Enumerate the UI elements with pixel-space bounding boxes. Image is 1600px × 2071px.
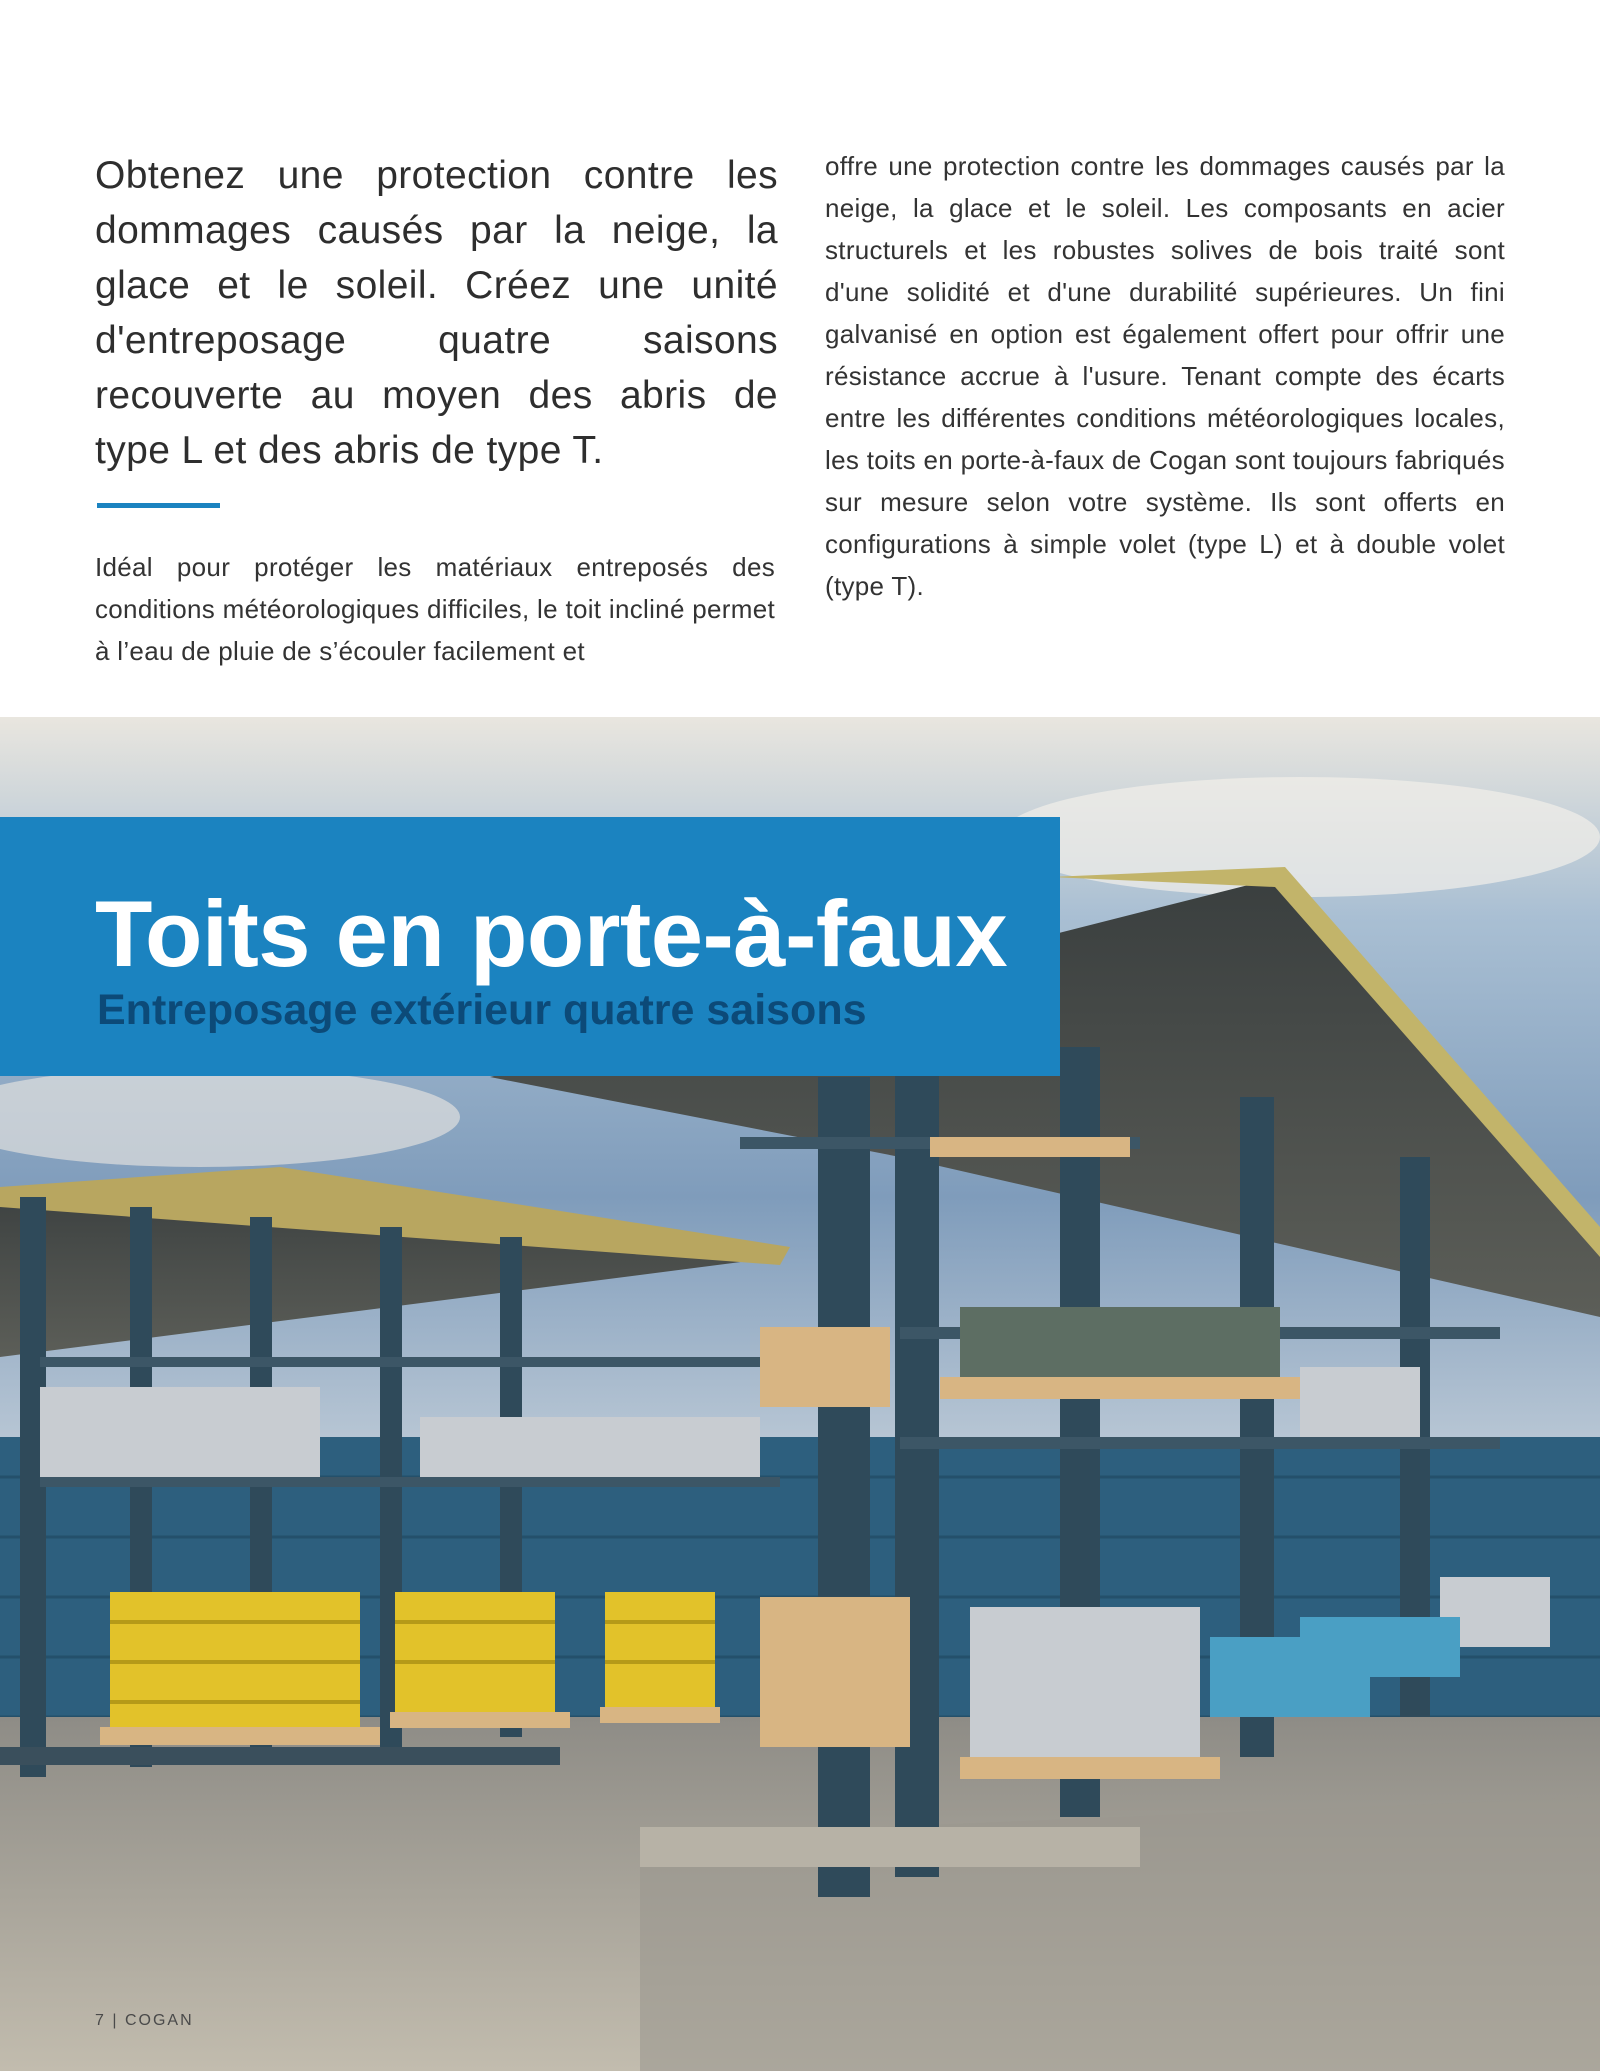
page-subtitle: Entreposage extérieur quatre saisons <box>97 986 867 1034</box>
page-title: Toits en porte-à-faux <box>95 881 1008 986</box>
accent-divider <box>97 503 220 508</box>
intro-column-left <box>95 148 778 672</box>
title-banner <box>0 817 1060 1076</box>
page-footer: 7 | COGAN <box>95 2012 194 2029</box>
lead-paragraph: Obtenez une protection contre les dommages causés par la neige, la glace et le soleil. Créez une unité d'entreposage quatre saisons recouverte au moyen des abris de type L et des abris de type T. <box>95 154 778 472</box>
body-paragraph-right: offre une protection contre les dommages causés par la neige, la glace et le soleil. Les composants en acier structurels et les robustes solives de bois traité sont d'une solidité et d'une durabilité supérieures. Un fini galvanisé en option est également offert pour offrir une résistance accrue à l'usure. Tenant compte des écarts entre les différentes conditions météorologiques locales, les toits en porte-à-faux de Cogan sont toujours fabriqués sur mesure selon votre système. Ils sont offerts en configurations à simple volet (type L) et à double volet (type T). <box>825 151 1505 601</box>
body-paragraph-left: Idéal pour protéger les matériaux entreposés des conditions météorologiques difficiles, le toit incliné permet à l’eau de pluie de s’écouler facilement et <box>95 552 775 666</box>
